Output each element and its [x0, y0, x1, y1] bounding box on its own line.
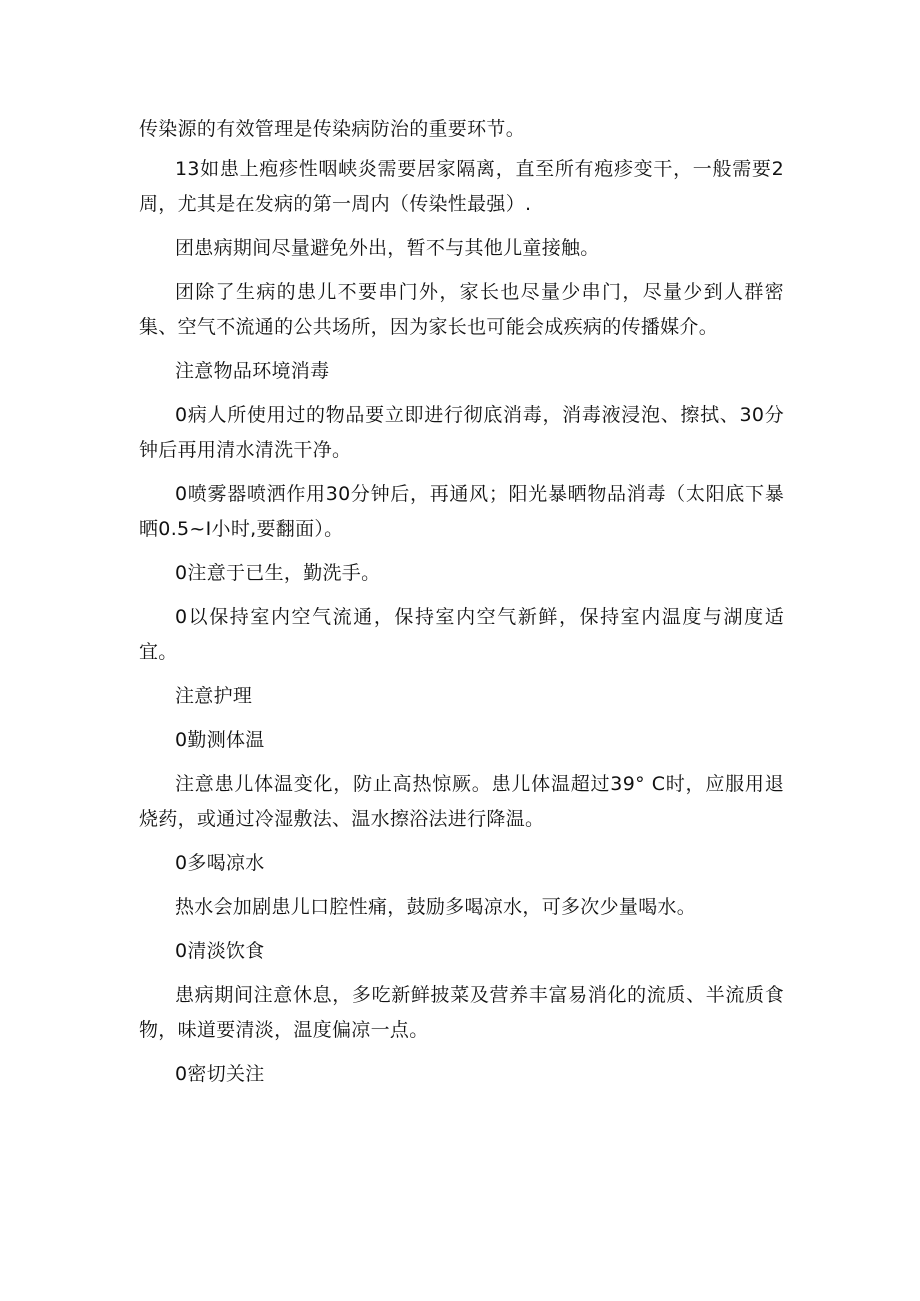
paragraph-9: 0以保持室内空气流通，保持室内空气新鲜，保持室内温度与湖度适宜。 — [139, 606, 784, 663]
document-body — [139, 112, 784, 1092]
paragraph-8: 0注意于已生，勤洗手。 — [175, 562, 381, 584]
paragraph-14: 热水会加剧患儿口腔性痛，鼓励多喝凉水，可多次少量喝水。 — [175, 896, 697, 918]
subheading-light-diet: 0清淡饮食 — [175, 940, 265, 962]
paragraph-12: 注意患儿体温变化，防止高热惊厥。患儿体温超过39° C时，应服用退烧药，或通过冷湿敷法、温水擦浴法进行降温。 — [139, 773, 784, 830]
paragraph-3: 团患病期间尽量避免外出，暂不与其他儿童接触。 — [175, 237, 600, 259]
paragraph-4: 团除了生病的患儿不要串门外，家长也尽量少串门，尽量少到人群密集、空气不流通的公共场所，因为家长也可能会成疾病的传播媒介。 — [139, 281, 784, 338]
subheading-temperature: 0勤测体温 — [175, 729, 265, 751]
paragraph-7: 0喷雾器喷洒作用30分钟后，再通风；阳光暴晒物品消毒（太阳底下暴晒0.5~I小时,要翻面）。 — [139, 483, 784, 540]
paragraph-2: 13如患上疱疹性咽峡炎需要居家隔离，直至所有疱疹变干，一般需要2周，尤其是在发病的第一周内（传染性最强）. — [139, 158, 784, 215]
paragraph-6: 0病人所使用过的物品要立即进行彻底消毒，消毒液浸泡、擦拭、30分钟后再用清水清洗干净。 — [139, 404, 784, 461]
paragraph-1: 传染源的有效管理是传染病防治的重要环节。 — [139, 118, 526, 140]
subheading-cold-water: 0多喝凉水 — [175, 852, 265, 874]
section-heading-care: 注意护理 — [175, 685, 253, 707]
section-heading-disinfection: 注意物品环境消毒 — [175, 360, 330, 382]
paragraph-16: 患病期间注意休息，多吃新鲜披菜及营养丰富易消化的流质、半流质食物，味道要清淡，温度偏凉一点。 — [139, 984, 784, 1041]
subheading-close-attention: 0密切关注 — [175, 1063, 265, 1085]
